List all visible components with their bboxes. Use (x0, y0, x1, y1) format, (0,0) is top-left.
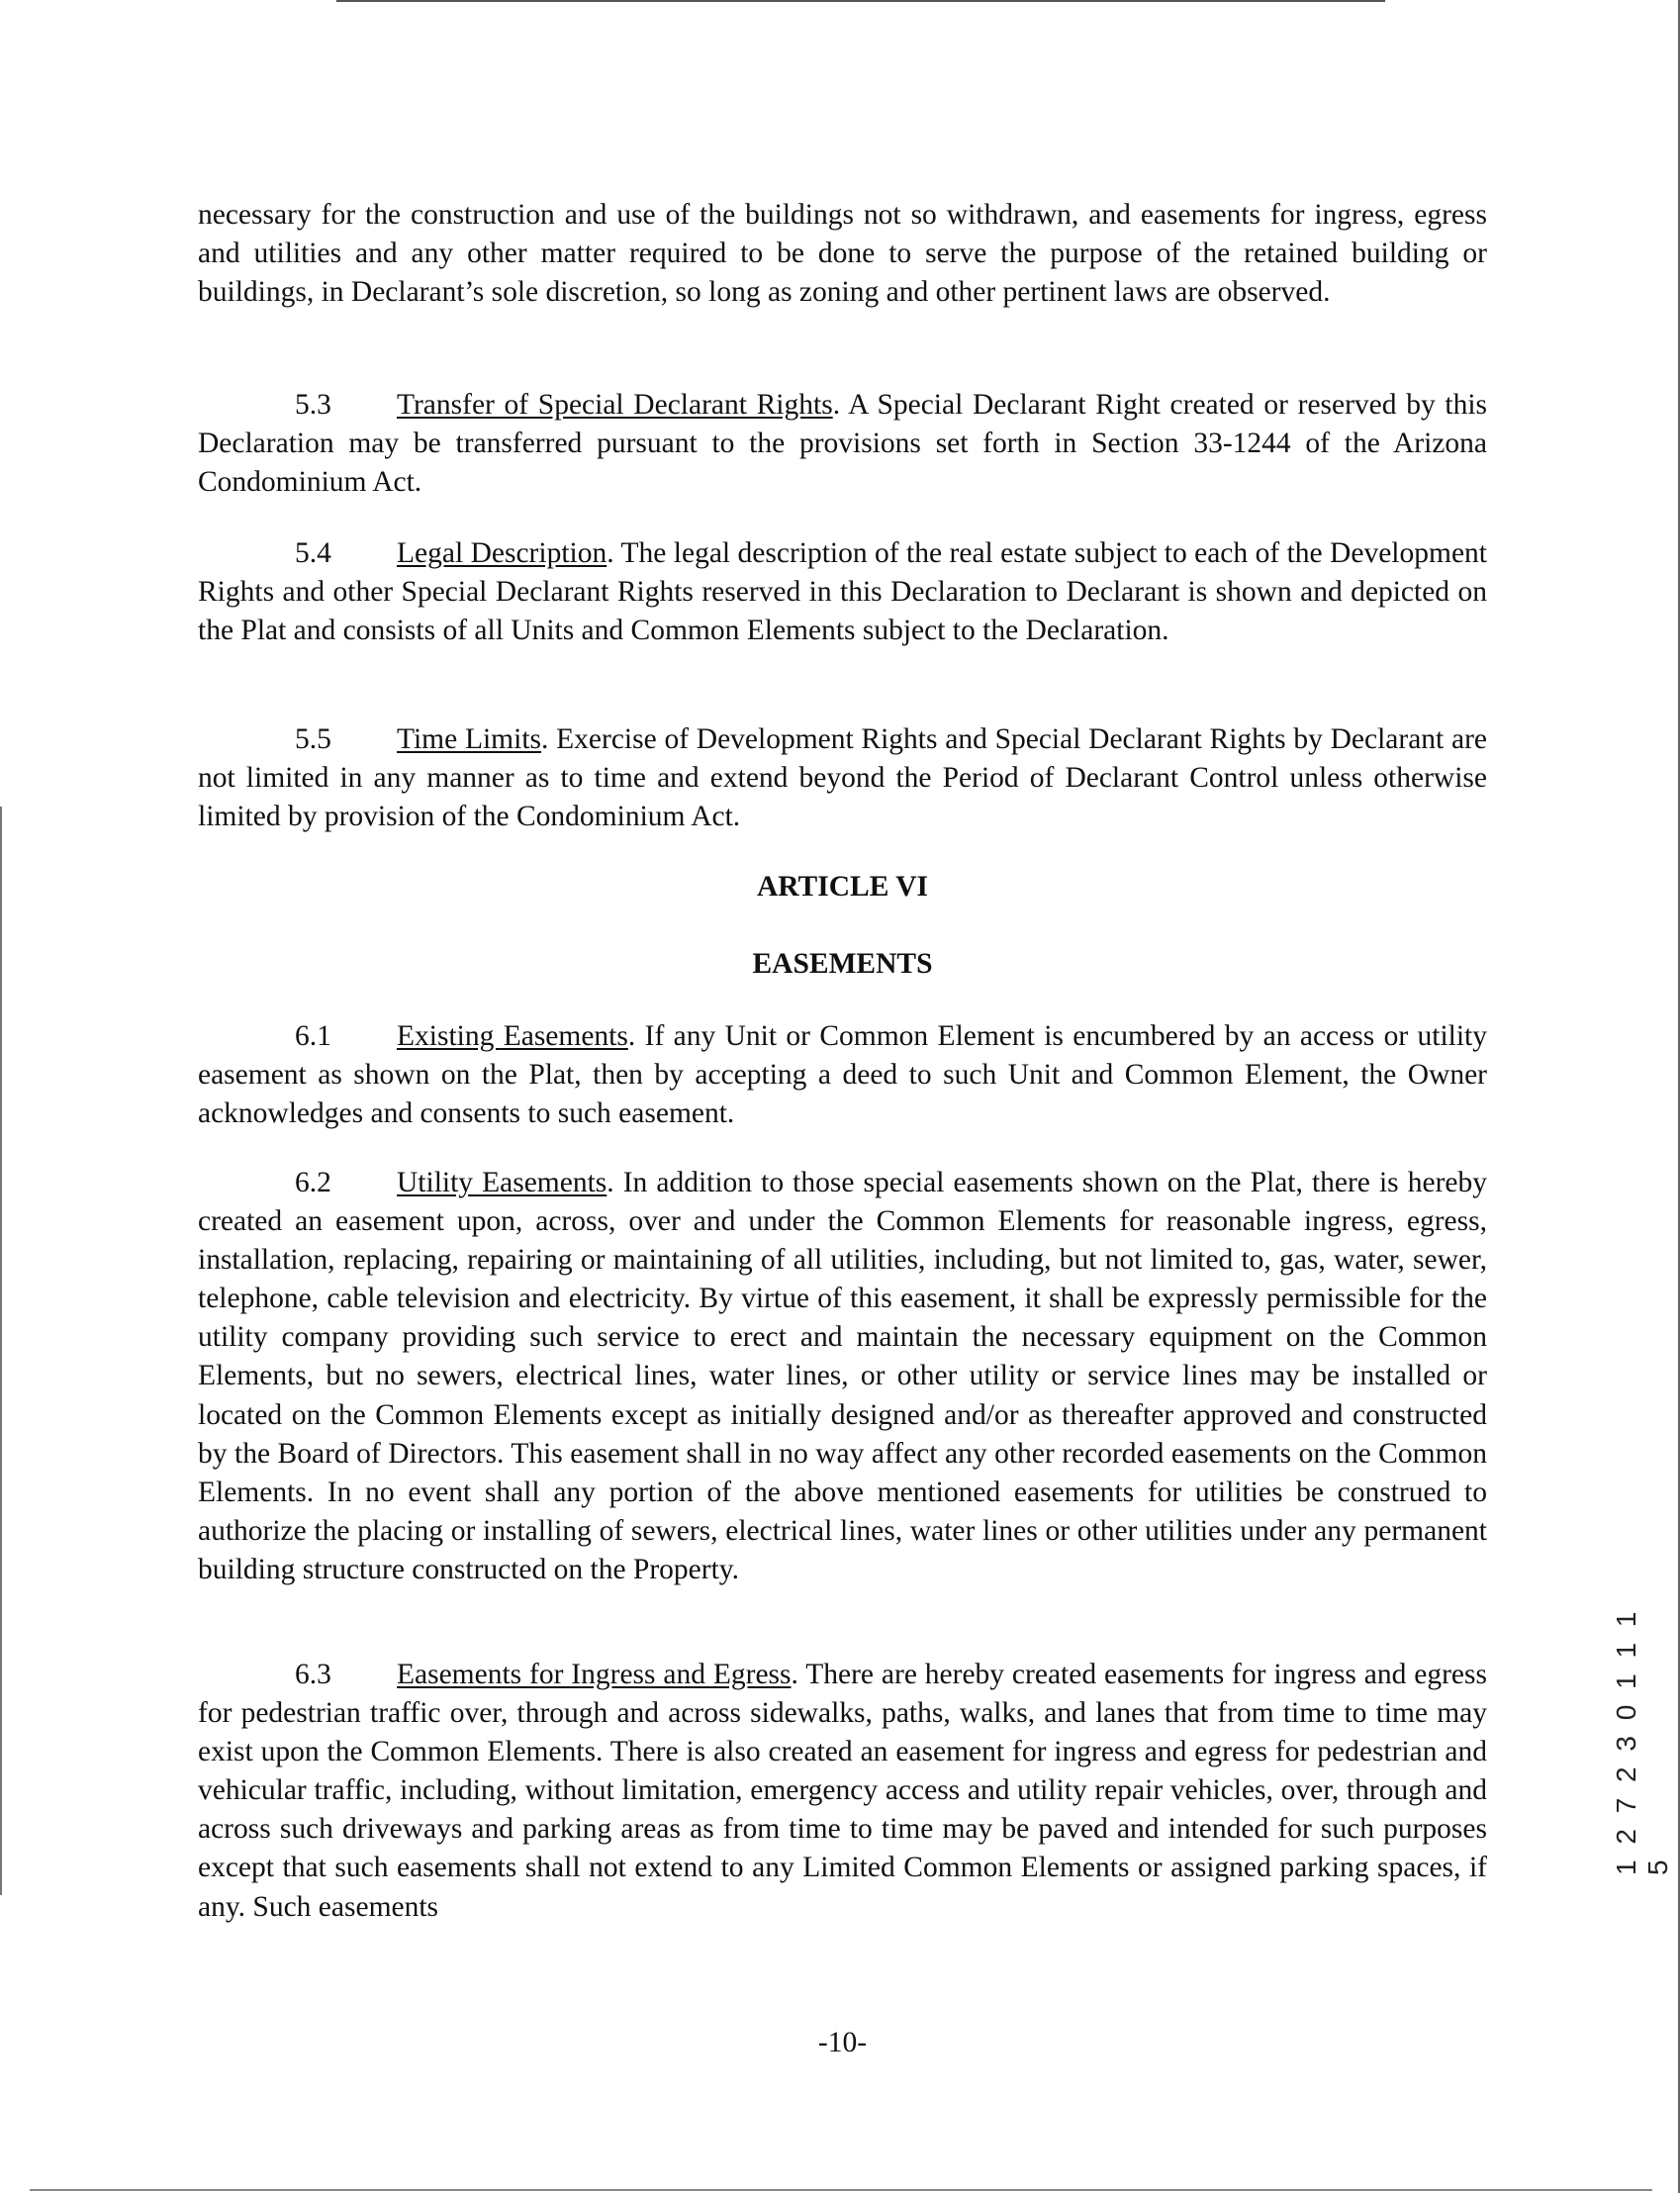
section-body: . If any Unit or Common Element is encumbered by an access or utility easement as shown on the Plat, then by accepting a deed to such Unit and Common Element, the Owner acknowledges and consents to such easement. (198, 1020, 1487, 1130)
section-body: . A Special Declarant Right created or reserved by this Declaration may be transferred pursuant to the provisions set forth in Section 33-1244 of the Arizona Condominium Act. (198, 389, 1488, 499)
section-6-1 (198, 1017, 1487, 1133)
section-number: 5.5 (295, 723, 331, 755)
section-number: 6.1 (295, 1020, 331, 1052)
section-5-3 (198, 386, 1487, 502)
section-heading: Utility Easements (397, 1167, 607, 1198)
section-5-4 (198, 534, 1487, 650)
article-number: ARTICLE VI (756, 871, 928, 903)
section-body: . The legal description of the real estate subject to each of the Development Rights and other Special Declarant Rights reserved in this Declaration to Declarant is shown and depicted on the Plat and consists of all Units and Common Elements subject to the Declaration. (198, 537, 1487, 647)
section-number: 6.2 (295, 1167, 331, 1198)
section-body: . There are hereby created easements for ingress and egress for pedestrian traffic over, through and across sidewalks, paths, walks, and lanes that from time to time may exist upon the Common Elements. There is also created an easement for ingress and egress for pedestrian and vehicular traffic, including, without limitation, emergency access and utility repair vehicles, over, through and across such driveways and parking areas as from time to time may be paved and intended for such purposes except that such easements shall not extend to any Limited Common Elements or assigned parking spaces, if any. Such easements (198, 1659, 1487, 1923)
scan-edge-bottom (30, 2189, 1652, 2191)
article-title: EASEMENTS (752, 948, 933, 980)
section-6-2 (198, 1164, 1487, 1589)
section-heading: Easements for Ingress and Egress (397, 1659, 792, 1690)
section-number: 6.3 (295, 1659, 331, 1690)
page-number: -10- (817, 2027, 868, 2058)
section-body: . In addition to those special easements shown on the Plat, there is hereby created an easement upon, across, over and under the Common Elements for reasonable ingress, egress, installation, replacing, repairing or maintaining of all utilities, including, but not limited to, gas, water, sewer, telephone, cable television and electricity. By virtue of this easement, it shall be expressly permissible for the utility company providing such service to erect and maintain the necessary equipment on the Common Elements, but no sewers, electrical lines, water lines, or other utility or service lines may be installed or located on the Common Elements except as initially designed and/or as thereafter approved and constructed by the Board of Directors. This easement shall in no way affect any other recorded easements on the Common Elements. In no event shall any portion of the above mentioned easements for utilities be construed to authorize the placing or installing of sewers, electrical lines, water lines or other utilities under any permanent building structure constructed on the Property. (198, 1167, 1487, 1585)
section-6-3 (198, 1656, 1487, 1927)
scan-edge-top (336, 0, 1385, 2)
scan-edge-left (0, 807, 2, 1895)
section-heading: Time Limits (397, 723, 542, 755)
section-5-5 (198, 720, 1487, 836)
recording-number-stamp: 1 2 7 2 3 0 1 1 1 5 (1611, 1607, 1673, 1875)
section-heading: Existing Easements (397, 1020, 628, 1052)
section-heading: Transfer of Special Declarant Rights (397, 389, 833, 421)
section-heading: Legal Description (397, 537, 607, 569)
section-number: 5.4 (295, 537, 331, 569)
paragraph-continuation: necessary for the construction and use of the buildings not so withdrawn, and easements for ingress, egress and utilities and any other matter required to be done to serve the purpose of the retained building or buildings, in Declarant’s sole discretion, so long as zoning and other pertinent laws are observed. (198, 199, 1487, 309)
section-number: 5.3 (295, 389, 331, 421)
section-body: . Exercise of Development Rights and Special Declarant Rights by Declarant are not limited in any manner as to time and extend beyond the Period of Declarant Control unless otherwise limited by provision of the Condominium Act. (198, 723, 1487, 833)
